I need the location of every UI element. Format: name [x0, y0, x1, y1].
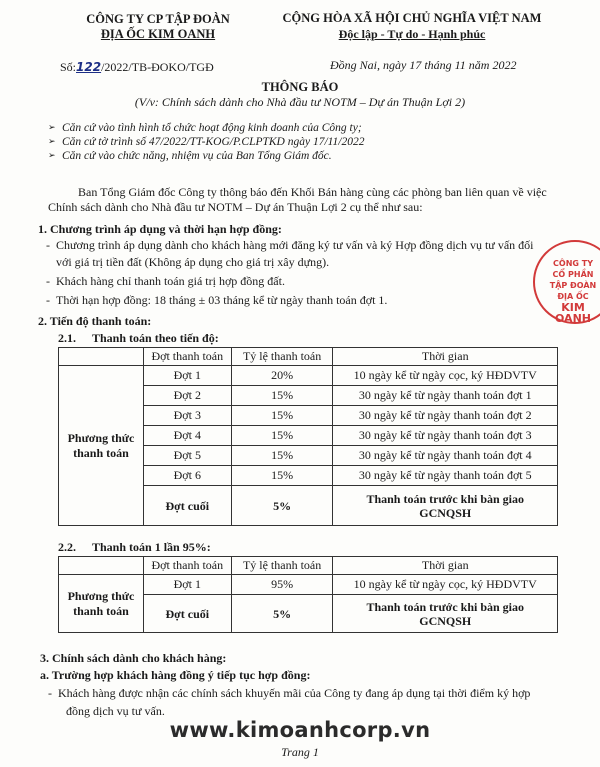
rate-cell: 20%: [231, 366, 333, 386]
legal-basis-text: Căn cứ vào chức năng, nhiệm vụ của Ban Tổng Giám đốc.: [62, 150, 332, 162]
rate-cell: 95%: [231, 575, 333, 595]
arrow-bullet-icon: ➢: [48, 151, 56, 161]
intro-paragraph: Ban Tổng Giám đốc Công ty thông báo đến Khối Bán hàng cùng các phòng ban liên quan về việc Chính sách dành cho Nhà đầu tư NOTM – Dự án Thuận Lợi 2 cụ thể như sau:: [48, 185, 547, 214]
rate-cell: 15%: [231, 466, 333, 486]
section-1-bullet: - Thời hạn hợp đồng: 18 tháng ± 03 tháng kể từ ngày thanh toán đợt 1.: [46, 293, 388, 307]
time-cell: 30 ngày kể từ ngày thanh toán đợt 2: [333, 406, 558, 426]
nation-motto: Độc lập - Tự do - Hạnh phúc: [338, 27, 486, 41]
payment-schedule-table: [58, 347, 558, 526]
national-header: [262, 10, 562, 42]
phase-cell: Đợt 1: [143, 575, 231, 595]
header-phase: Đợt thanh toán: [143, 557, 231, 575]
section-1-bullet: - Khách hàng chỉ thanh toán giá trị hợp đồng đất.: [46, 274, 285, 288]
phase-cell: Đợt 6: [143, 466, 231, 486]
document-number: [60, 60, 214, 75]
header-time: Thời gian: [333, 557, 558, 575]
website-watermark: www.kimoanhcorp.vn: [169, 718, 431, 742]
page-number: Trang 1: [281, 745, 319, 759]
doc-number-suffix: /2022/TB-ĐOKO/TGĐ: [101, 60, 214, 74]
section-3-bullet-cont: đồng dịch vụ tư vấn.: [66, 704, 165, 718]
time-cell: 30 ngày kể từ ngày thanh toán đợt 1: [333, 386, 558, 406]
rate-cell: 5%: [231, 595, 333, 633]
legal-basis-item: [48, 149, 365, 163]
time-cell: 10 ngày kể từ ngày cọc, ký HĐDVTV: [333, 366, 558, 386]
arrow-bullet-icon: ➢: [48, 123, 56, 133]
subsection-2-2-heading: 2.2. Thanh toán 1 lần 95%:: [58, 540, 211, 554]
document-date: Đồng Nai, ngày 17 tháng 11 năm 2022: [330, 58, 517, 72]
table-header-row: [59, 557, 558, 575]
rate-cell: 5%: [231, 486, 333, 526]
phase-cell: Đợt cuối: [143, 486, 231, 526]
phase-cell: Đợt 4: [143, 426, 231, 446]
header-time: Thời gian: [333, 348, 558, 366]
rate-cell: 15%: [231, 426, 333, 446]
subsection-2-1-heading: 2.1. Thanh toán theo tiến độ:: [58, 331, 219, 345]
phase-cell: Đợt 1: [143, 366, 231, 386]
table-row: [59, 575, 558, 595]
legal-basis-text: Căn cứ tờ trình số 47/2022/TT-KOG/P.CLPTKD ngày 17/11/2022: [62, 136, 365, 148]
doc-number-handwritten: 122: [76, 60, 102, 74]
rate-cell: 15%: [231, 406, 333, 426]
section-1-bullet: - Chương trình áp dụng dành cho khách hàng mới đăng ký tư vấn và ký Hợp đồng dịch vụ tư vấn đối: [46, 238, 534, 252]
document-subtitle: (V/v: Chính sách dành cho Nhà đầu tư NOTM – Dự án Thuận Lợi 2): [134, 95, 466, 109]
rate-cell: 15%: [231, 386, 333, 406]
section-3a-heading: a. Trường hợp khách hàng đồng ý tiếp tục hợp đồng:: [40, 668, 311, 682]
phase-cell: Đợt 3: [143, 406, 231, 426]
time-cell: Thanh toán trước khi bàn giao GCNQSH: [333, 486, 558, 526]
time-cell: 10 ngày kể từ ngày cọc, ký HĐDVTV: [333, 575, 558, 595]
header-rate: Tỷ lệ thanh toán: [231, 348, 333, 366]
section-3-heading: 3. Chính sách dành cho khách hàng:: [40, 651, 227, 665]
company-name-line2: ĐỊA ỐC KIM OANH: [100, 27, 216, 41]
company-header: [58, 12, 258, 42]
lump-sum-payment-table: [58, 556, 558, 633]
time-cell: 30 ngày kể từ ngày thanh toán đợt 4: [333, 446, 558, 466]
company-name-line1: CÔNG TY CP TẬP ĐOÀN: [86, 12, 230, 26]
document-title: THÔNG BÁO: [261, 80, 339, 94]
section-2-heading: 2. Tiến độ thanh toán:: [38, 314, 152, 328]
section-1-heading: 1. Chương trình áp dụng và thời hạn hợp đồng:: [38, 222, 282, 236]
legal-basis-item: [48, 135, 365, 149]
legal-bases-list: [48, 121, 365, 163]
rate-cell: 15%: [231, 446, 333, 466]
header-rate: Tỷ lệ thanh toán: [231, 557, 333, 575]
section-3-bullet: - Khách hàng được nhận các chính sách khuyến mãi của Công ty đang áp dụng tại thời điểm ký hợp: [48, 686, 531, 700]
header-phase: Đợt thanh toán: [143, 348, 231, 366]
payment-method-label: Phương thức thanh toán: [59, 575, 144, 633]
table-row: [59, 366, 558, 386]
legal-basis-text: Căn cứ vào tình hình tổ chức hoạt động kinh doanh của Công ty;: [62, 122, 362, 134]
time-cell: Thanh toán trước khi bàn giao GCNQSH: [333, 595, 558, 633]
payment-method-label: Phương thức thanh toán: [59, 366, 144, 526]
phase-cell: Đợt 5: [143, 446, 231, 466]
arrow-bullet-icon: ➢: [48, 137, 56, 147]
company-seal-stamp: CÔNG TY CỔ PHẦN TẬP ĐOÀN ĐỊA ỐC KIM OANH: [533, 240, 600, 324]
nation-name: CỘNG HÒA XÃ HỘI CHỦ NGHĨA VIỆT NAM: [282, 11, 542, 25]
phase-cell: Đợt 2: [143, 386, 231, 406]
doc-number-prefix: Số:: [60, 60, 77, 74]
phase-cell: Đợt cuối: [143, 595, 231, 633]
table-header-row: [59, 348, 558, 366]
legal-basis-item: [48, 121, 365, 135]
time-cell: 30 ngày kể từ ngày thanh toán đợt 3: [333, 426, 558, 446]
time-cell: 30 ngày kể từ ngày thanh toán đợt 5: [333, 466, 558, 486]
section-1-bullet-cont: với giá trị tiền đất (Không áp dụng cho giá trị xây dựng).: [56, 255, 330, 269]
